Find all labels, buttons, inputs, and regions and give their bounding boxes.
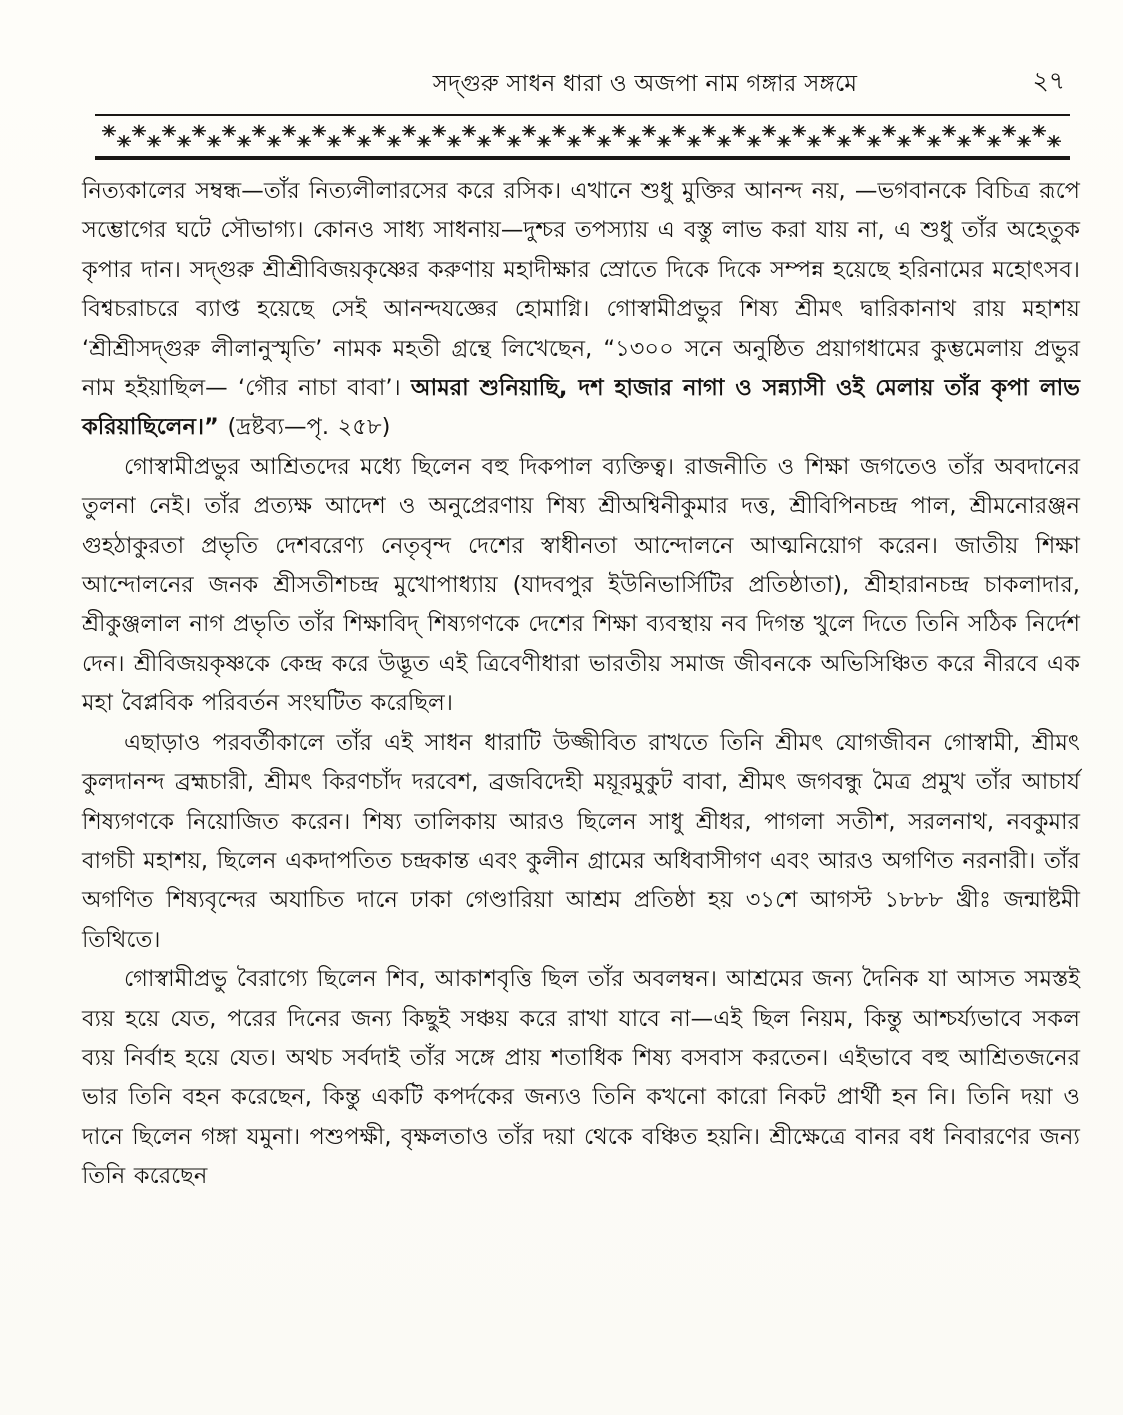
snowflake-icon (612, 125, 626, 137)
page-number: ২৭ (1032, 66, 1065, 95)
snowflake-icon (162, 125, 176, 137)
paragraph-1 (82, 172, 1080, 448)
snowflake-icon (582, 125, 596, 137)
snowflake-icon (912, 125, 926, 137)
snowflake-icon (867, 135, 881, 147)
snowflake-icon (132, 125, 146, 137)
snowflake-icon (522, 125, 536, 137)
snowflake-icon (702, 125, 716, 137)
snowflake-icon (282, 125, 296, 137)
snowflake-icon (732, 125, 746, 137)
snowflake-icon (387, 135, 401, 147)
snowflake-icon (342, 125, 356, 137)
paragraph-4: গোস্বামীপ্রভু বৈরাগ্যে ছিলেন শিব, আকাশবৃত্তি ছিল তাঁর অবলম্বন। আশ্রমের জন্য দৈনিক যা আসত সমস্তই ব্যয় হয়ে যেত, পরের দিনের জন্য কিছুই সঞ্চয় করে রাখা যাবে না—এই ছিল নিয়ম, কিন্তু আশ্চর্য্যভাবে সকল ব্যয় নির্বাহ হয়ে যেত। অথচ সর্বদাই তাঁর সঙ্গে প্রায় শতাধিক শিষ্য বসবাস করতেন। এইভাবে বহু আশ্রিতজনের ভার তিনি বহন করেছেন, কিন্তু একটি কপর্দকের জন্যও তিনি কখনো কারো নিকট প্রার্থী হন নি। তিনি দয়া ও দানে ছিলেন গঙ্গা যমুনা। পশুপক্ষী, বৃক্ষলতাও তাঁর দয়া থেকে বঞ্চিত হয়নি। শ্রীক্ষেত্রে বানর বধ নিবারণের জন্য তিনি করেছেন (82, 966, 1080, 1190)
snowflake-icon (447, 135, 461, 147)
snowflake-icon (267, 135, 281, 147)
snowflake-icon (297, 135, 311, 147)
snowflake-icon (147, 135, 161, 147)
snowflake-icon (417, 135, 431, 147)
snowflake-icon (432, 125, 446, 137)
snowflake-icon (927, 135, 941, 147)
snowflake-icon (402, 125, 416, 137)
snowflake-icon (777, 135, 791, 147)
paragraph-3: এছাড়াও পরবর্তীকালে তাঁর এই সাধন ধারাটি উজ্জীবিত রাখতে তিনি শ্রীমৎ যোগজীবন গোস্বামী, শ্রীমৎ কুলদানন্দ ব্রহ্মচারী, শ্রীমৎ কিরণচাঁদ দরবেশ, ব্রজবিদেহী ময়ূরমুকুট বাবা, শ্রীমৎ জগবন্ধু মৈত্র প্রমুখ তাঁর আচার্য শিষ্যগণকে নিয়োজিত করেন। শিষ্য তালিকায় আরও ছিলেন সাধু শ্রীধর, পাগলা সতীশ, সরলনাথ, নবকুমার বাগচী মহাশয়, ছিলেন একদাপতিত চন্দ্রকান্ত এবং কুলীন গ্রামের অধিবাসীগণ এবং আরও অগণিত নরনারী। তাঁর অগণিত শিষ্যবৃন্দের অযাচিত দানে ঢাকা গেণ্ডারিয়া আশ্রম প্রতিষ্ঠা হয় ৩১শে আগস্ট ১৮৮৮ খ্রীঃ জন্মাষ্টমী তিথিতে। (82, 729, 1080, 953)
snowflake-icon (882, 125, 896, 137)
snowflake-icon (657, 135, 671, 147)
snowflake-icon (462, 125, 476, 137)
snowflake-icon (762, 125, 776, 137)
snowflake-icon (492, 125, 506, 137)
snowflake-icon (372, 125, 386, 137)
page-body (82, 172, 1080, 1197)
snowflake-icon (972, 125, 986, 137)
quoted-bold-text: আমরা শুনিয়াছি, দশ হাজার নাগা ও সন্ন্যাসী ওই মেলায় তাঁর কৃপা লাভ করিয়াছিলেন।” (82, 375, 1080, 441)
page-header (90, 58, 1083, 98)
snowflake-icon (567, 135, 581, 147)
snowflake-icon (477, 135, 491, 147)
snowflake-icon (177, 135, 191, 147)
snowflake-icon (222, 125, 236, 137)
snowflake-icon (717, 135, 731, 147)
snowflake-icon (942, 125, 956, 137)
snowflake-icon (1032, 125, 1046, 137)
snowflake-icon (117, 135, 131, 147)
decorative-border (95, 114, 1070, 160)
paragraph-2: গোস্বামীপ্রভুর আশ্রিতদের মধ্যে ছিলেন বহু দিকপাল ব্যক্তিত্ব। রাজনীতি ও শিক্ষা জগতেও তাঁর অবদানের তুলনা নেই। তাঁর প্রত্যক্ষ আদেশ ও অনুপ্রেরণায় শিষ্য শ্রীঅশ্বিনীকুমার দত্ত, শ্রীবিপিনচন্দ্র পাল, শ্রীমনোরঞ্জন গুহঠাকুরতা প্রভৃতি দেশবরেণ্য নেতৃবৃন্দ দেশের স্বাধীনতা আন্দোলনে আত্মনিয়োগ করেন। জাতীয় শিক্ষা আন্দোলনের জনক শ্রীসতীশচন্দ্র মুখোপাধ্যায় (যাদবপুর ইউনিভার্সিটির প্রতিষ্ঠাতা), শ্রীহারানচন্দ্র চাকলাদার, শ্রীকুঞ্জলাল নাগ প্রভৃতি তাঁর শিক্ষাবিদ্‌ শিষ্যগণকে দেশের শিক্ষা ব্যবস্থায় নব দিগন্ত খুলে দিতে তিনি সঠিক নির্দেশ দেন। শ্রীবিজয়কৃষ্ণকে কেন্দ্র করে উদ্ভূত এই ত্রিবেণীধারা ভারতীয় সমাজ জীবনকে অভিসিঞ্চিত করে নীরবে এক মহা বৈপ্লবিক পরিবর্তন সংঘটিত করেছিল। (82, 453, 1080, 717)
snowflake-icon (552, 125, 566, 137)
snowflake-icon (792, 125, 806, 137)
snowflake-icon (852, 125, 866, 137)
snowflake-icon (252, 125, 266, 137)
snowflake-icon (327, 135, 341, 147)
snowflake-icon (837, 135, 851, 147)
snowflake-icon (1047, 135, 1061, 147)
snowflake-icon (987, 135, 1001, 147)
snowflake-icon (357, 135, 371, 147)
snowflake-icon (237, 135, 251, 147)
snowflake-icon (627, 135, 641, 147)
snowflake-icon (687, 135, 701, 147)
paragraph-1-text: নিত্যকালের সম্বন্ধ—তাঁর নিত্যলীলারসের করে রসিক। এখানে শুধু মুক্তির আনন্দ নয়, —ভগবানকে বিচিত্র রূপে সম্ভোগের ঘটে সৌভাগ্য। কোনও সাধ্য সাধনায়—দুশ্চর তপস্যায় এ বস্তু লাভ করা যায় না, এ শুধু তাঁর অহেতুক কৃপার দান। সদ্‌গুরু শ্রীশ্রীবিজয়কৃষ্ণের করুণায় মহাদীক্ষার স্রোতে দিকে দিকে সম্পন্ন হয়েছে হরিনামের মহোৎসব। বিশ্বচরাচরে ব্যাপ্ত হয়েছে সেই আনন্দযজ্ঞের হোমাগ্নি। গোস্বামীপ্রভুর শিষ্য শ্রীমৎ দ্বারিকানাথ রায় মহাশয় ‘শ্রীশ্রীসদ্‌গুরু লীলানুস্মৃতি’ নামক মহতী গ্রন্থে লিখেছেন, “১৩০০ সনে অনুষ্ঠিত প্রয়াগধামের কুম্ভমেলায় প্রভুর নাম হইয়াছিল— ‘গৌর নাচা বাবা’। (82, 178, 1080, 402)
snowflake-icon (957, 135, 971, 147)
snowflake-icon (807, 135, 821, 147)
snowflake-icon (312, 125, 326, 137)
reference-note: (দ্রষ্টব্য—পৃ. ২৫৮) (218, 414, 391, 441)
snowflake-icon (1002, 125, 1016, 137)
snowflake-icon (192, 125, 206, 137)
snowflake-icon (597, 135, 611, 147)
snowflake-icon (642, 125, 656, 137)
snowflake-icon (207, 135, 221, 147)
snowflake-icon (537, 135, 551, 147)
snowflake-icon (747, 135, 761, 147)
snowflake-icon (822, 125, 836, 137)
snowflake-icon (1017, 135, 1031, 147)
snowflake-icon (102, 125, 116, 137)
snowflake-icon (897, 135, 911, 147)
ornament-pattern (95, 116, 1070, 156)
snowflake-icon (672, 125, 686, 137)
snowflake-icon (507, 135, 521, 147)
running-title: সদ্‌গুরু সাধন ধারা ও অজপা নাম গঙ্গার সঙ্গমে (432, 71, 858, 97)
